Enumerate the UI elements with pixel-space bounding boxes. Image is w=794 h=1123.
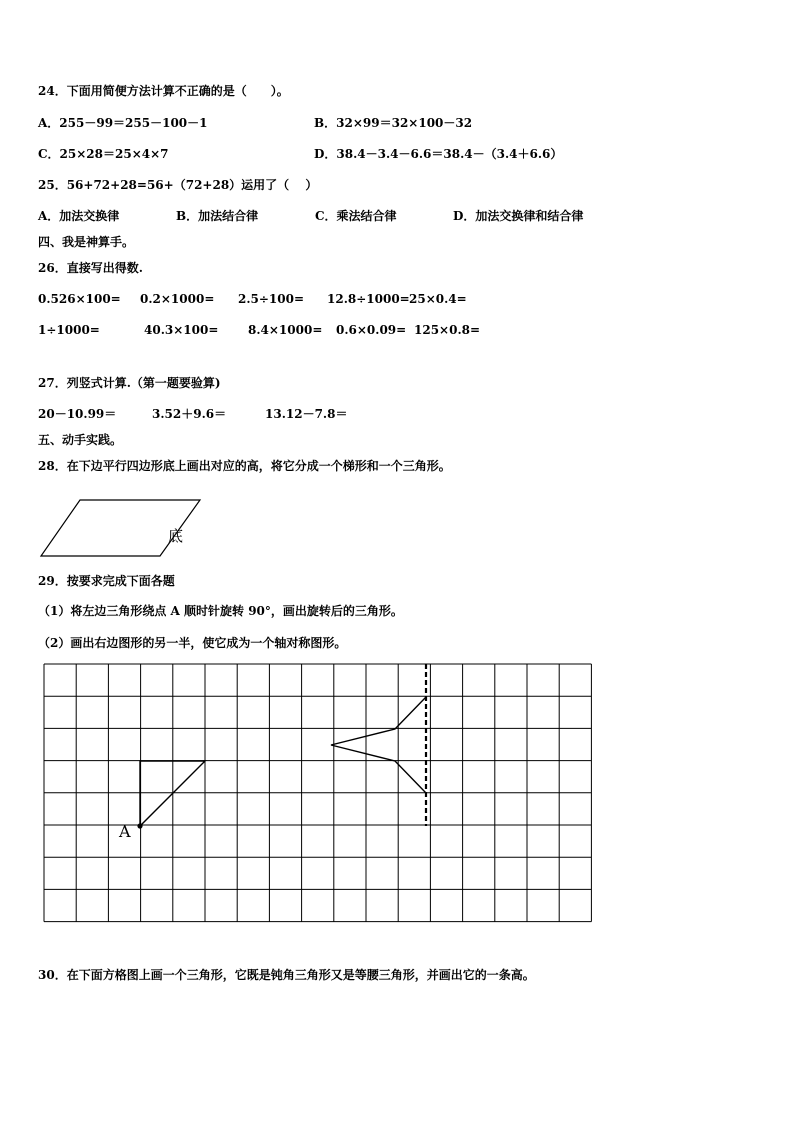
q29-part-2: （2）画出右边图形的另一半，使它成为一个轴对称图形。 bbox=[38, 636, 347, 650]
square-grid bbox=[44, 664, 591, 922]
q30-stem: 30．在下面方格图上画一个三角形，它既是钝角三角形又是等腰三角形，并画出它的一条高。 bbox=[38, 968, 535, 982]
q25-option-b: B．加法结合律 bbox=[176, 209, 259, 223]
q24-option-c: C．25×28＝25×4×7 bbox=[38, 147, 169, 161]
q26-r2-item-3: 8.4×1000= bbox=[248, 323, 323, 337]
q26-r2-item-5: 125×0.8= bbox=[414, 323, 481, 337]
q27-item-2: 3.52＋9.6＝ bbox=[152, 407, 227, 421]
q26-stem: 26．直接写出得数. bbox=[38, 261, 143, 275]
q26-r1-item-2: 0.2×1000= bbox=[140, 292, 215, 306]
q26-r2-item-1: 1÷1000= bbox=[38, 323, 100, 337]
q25-option-a: A．加法交换律 bbox=[38, 209, 120, 223]
q24-option-a: A．255－99＝255－100－1 bbox=[38, 116, 208, 130]
half-figure-right bbox=[331, 697, 426, 793]
point-a-label: A bbox=[119, 822, 131, 841]
q24-stem: 24．下面用简便方法计算不正确的是（ ）。 bbox=[38, 84, 289, 98]
q26-r1-item-4: 12.8÷1000= bbox=[327, 292, 410, 306]
q29-stem: 29．按要求完成下面各题 bbox=[38, 574, 175, 588]
q26-r1-item-1: 0.526×100= bbox=[38, 292, 121, 306]
q26-r1-item-3: 2.5÷100= bbox=[238, 292, 305, 306]
q26-r2-item-2: 40.3×100= bbox=[144, 323, 219, 337]
q27-item-3: 13.12－7.8＝ bbox=[265, 407, 348, 421]
point-a-dot bbox=[137, 823, 142, 828]
q28-stem: 28．在下边平行四边形底上画出对应的高，将它分成一个梯形和一个三角形。 bbox=[38, 459, 451, 473]
q26-r1-item-5: 25×0.4= bbox=[409, 292, 467, 306]
q24-option-d: D．38.4－3.4－6.6＝38.4－（3.4＋6.6） bbox=[314, 147, 563, 161]
q24-option-b: B．32×99＝32×100－32 bbox=[314, 116, 473, 130]
q26-r2-item-4: 0.6×0.09= bbox=[336, 323, 407, 337]
q29-part-1: （1）将左边三角形绕点 A 顺时针旋转 90°，画出旋转后的三角形。 bbox=[38, 604, 403, 618]
q25-stem: 25．56+72+28=56+（72+28）运用了（ ） bbox=[38, 178, 318, 192]
base-label: 底 bbox=[168, 527, 184, 545]
q27-item-1: 20－10.99＝ bbox=[38, 407, 117, 421]
q25-option-d: D．加法交换律和结合律 bbox=[453, 209, 584, 223]
q27-stem: 27．列竖式计算.（第一题要验算) bbox=[38, 376, 221, 390]
q25-option-c: C．乘法结合律 bbox=[315, 209, 397, 223]
section-5-heading: 五、动手实践。 bbox=[38, 433, 123, 447]
section-4-heading: 四、我是神算手。 bbox=[38, 235, 135, 249]
